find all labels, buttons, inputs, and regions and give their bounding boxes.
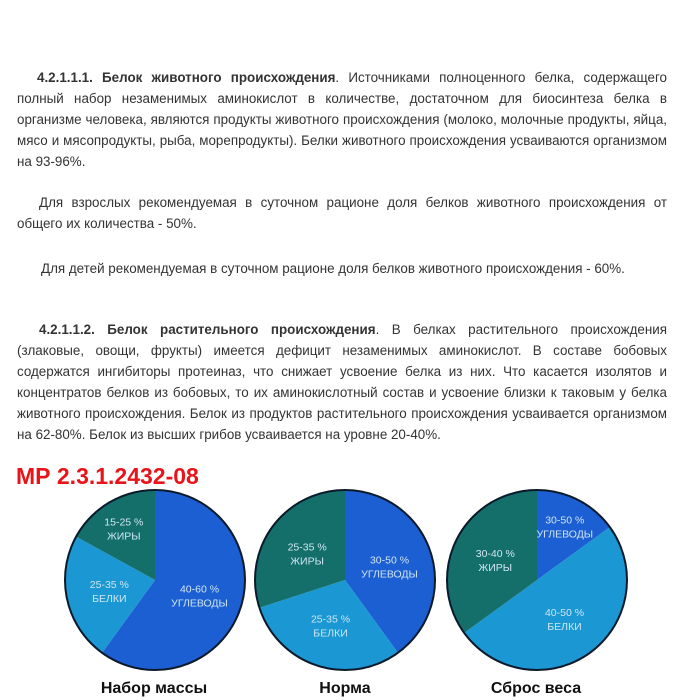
pie-charts [0,480,690,680]
slice-range: 40-60 % [179,583,220,596]
slice-range: 25-35 % [287,541,327,554]
section-heading: 4.2.1.1.1. Белок животного происхождения [37,70,336,85]
reference-code: МР 2.3.1.2432-08 [16,463,199,489]
paragraph-children: Для детей рекомендуемая в суточном рационе доля белков животного происхождения - 60%. [41,261,625,276]
slice-label: ЖИРЫ [107,530,141,543]
slice-label: УГЛЕВОДЫ [171,597,228,610]
slice-label: УГЛЕВОДЫ [536,528,594,541]
slice-label: БЕЛКИ [547,620,582,633]
slice-label: ЖИРЫ [290,555,324,568]
slice-range: 30-50 % [545,514,585,527]
slice-range: 15-25 % [104,516,144,529]
slice-range: 40-50 % [544,606,585,619]
slice-range: 25-35 % [89,579,129,592]
slice-range: 30-40 % [475,547,515,560]
paragraph-animal-protein [17,67,667,172]
pie-title: Сброс веса [490,680,582,697]
paragraph-adults: Для взрослых рекомендуемая в суточном рационе доля белков животного происхождения от общего их количества - 50%. [17,195,667,231]
paragraph-text: . Источниками полноценного белка, содержащего полный набор незаменимых аминокислот в количестве, достаточном для биосинтеза белка в организме человека, являются продукты животного происхождения (молоко, молочные продукты, яйца, мясо и мясопродукты, рыба, морепродукты). Белки животного происхождения усваиваются организмом на 93-96%. [17,70,667,169]
pie-title: Набор массы [100,680,208,697]
section-heading: 4.2.1.1.2. Белок растительного происхождения [39,322,376,337]
slice-label: БЕЛКИ [92,593,127,606]
paragraph-text: . В белках растительного происхождения (злаковые, овощи, фрукты) имеется дефицит незаменимых аминокислот. В составе бобовых содержатся ингибиторы протеиназ, что снижает усвоение белка из них. Что касается изолятов и концентратов белков из бобовых, то их аминокислотный состав и усвоение близки к таковым у белка животного происхождения. Белок из продуктов растительного происхождения усваивается организмом на 62-80%. Белок из высших грибов усваивается на уровне 20-40%. [17,322,667,442]
slice-label: ЖИРЫ [478,561,513,574]
slice-label: УГЛЕВОДЫ [361,568,418,581]
paragraph-plant-protein [17,319,667,445]
slice-range: 25-35 % [310,613,351,626]
slice-label: БЕЛКИ [313,627,348,640]
slice-range: 30-50 % [369,554,410,567]
pie-title: Норма [319,680,371,697]
